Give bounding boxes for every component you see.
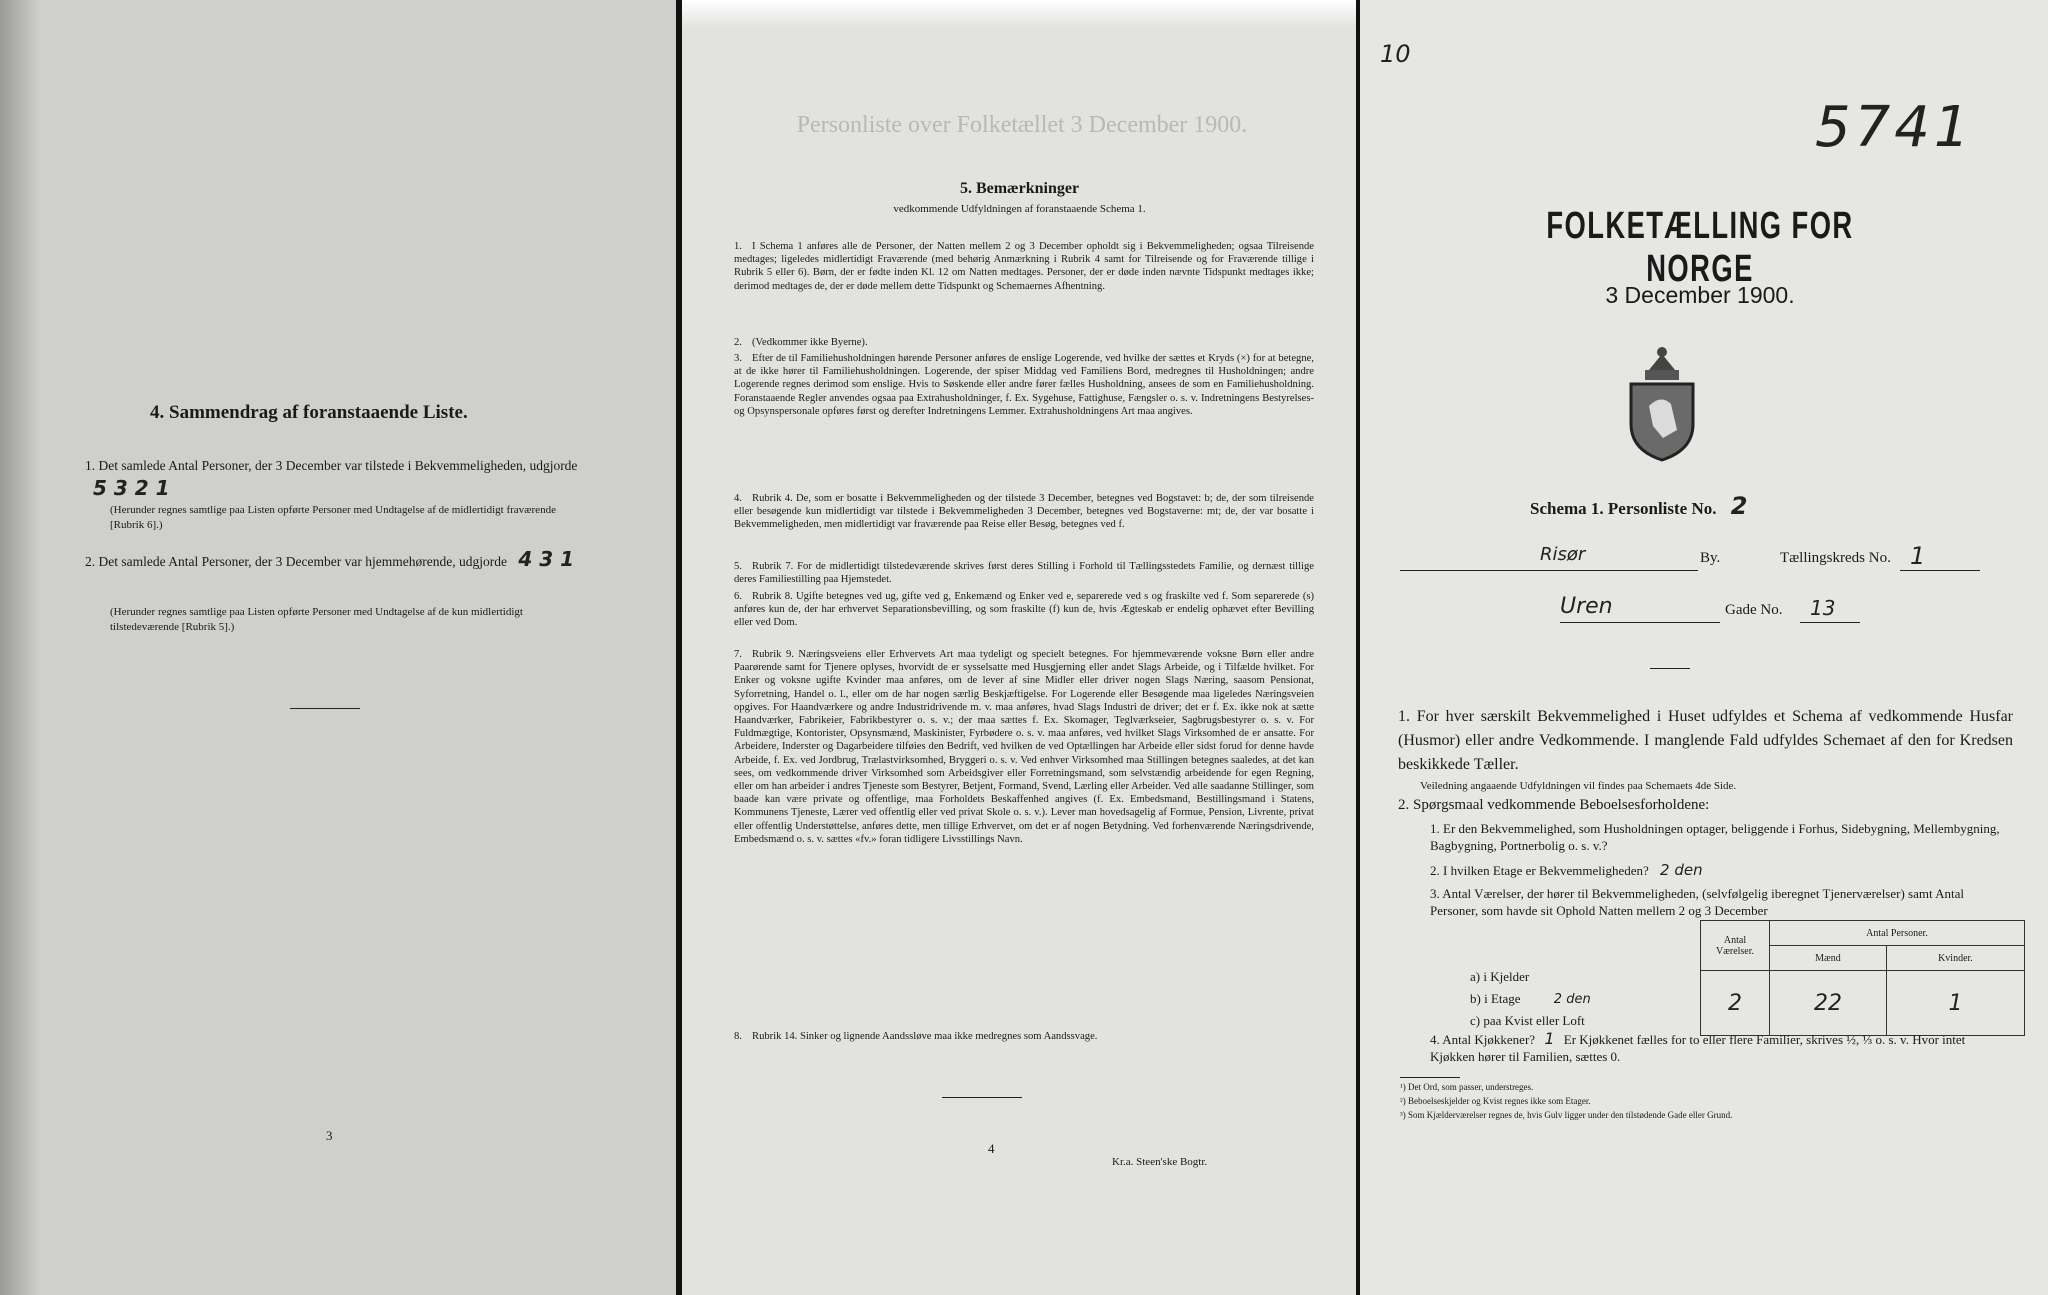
street-label: Gade No.: [1725, 602, 1783, 618]
footnote-2: ²) Beboelseskjelder og Kvist regnes ikke som Etager.: [1400, 1096, 1591, 1106]
header-persons: Antal Personer.: [1770, 921, 2025, 946]
street-number: 13: [1810, 596, 1836, 620]
row-c-label: c) paa Kvist eller Loft: [1470, 1013, 1585, 1028]
question-2: [1430, 862, 2010, 879]
district-label: Tællingskreds No.: [1780, 550, 1891, 566]
header-women: Kvinder.: [1886, 946, 2024, 971]
remarks-heading: 5. Bemærkninger: [959, 180, 1080, 197]
rooms-value: 2: [1701, 971, 1770, 1036]
right-page: [1360, 0, 2048, 1295]
question-4: [1430, 1030, 2010, 1065]
summary-item-1-text: 1. Det samlede Antal Personer, der 3 December var tilstede i Bekvemmeligheden, udgjorde: [85, 458, 578, 473]
remark-6: 6. Rubrik 8. Ugifte betegnes ved ug, gifte ved g, Enkemænd og Enker ved e, separerede ved s og fraskilte ved f. Som separerede (s) anføres kun de, der har erhvervet Separationsbevilling, og som fraskilte (f) kun de, hvis Ægteskab er endelig ophævet efter Bevilling eller ved Dom.: [734, 591, 1314, 629]
underline: [1900, 570, 1980, 571]
bleed-header: Personliste over Folketællet 3 December 1900.: [796, 112, 1248, 138]
summary-item-1-value: 5 3 2 1: [93, 476, 170, 500]
district-number: 1: [1910, 542, 1926, 570]
town-value: Risør: [1540, 544, 1586, 565]
instruction-1-note: Veiledning angaaende Udfyldningen vil findes paa Schemaets 4de Side.: [1420, 780, 1737, 792]
rooms-table: [1700, 920, 2025, 1036]
summary-item-2-text: 2. Det samlede Antal Personer, der 3 December var hjemmehørende, udgjorde: [85, 554, 507, 569]
underline: [1560, 622, 1720, 623]
men-extra: 2: [1813, 990, 1828, 1016]
remark-4: 4. Rubrik 4. De, som er bosatte i Bekvemmeligheden og der tilstede 3 December, betegnes ved Bogstavet: b; de, der som tilreisende eller besøgende kun midlertidigt var tilstede i Bekvemmeligheden 3 December, betegnes ved Bogstaverne: mt; de, der var bosatte i Bekvemmeligheden, men midlertidigt var fraværende paa Reise eller Besøg, betegnes ved f.: [734, 493, 1314, 531]
town-line: [1400, 542, 2000, 574]
question-4-text: 4. Antal Kjøkkener?: [1430, 1032, 1536, 1047]
printer-mark: Kr.a. Steen'ske Bogtr.: [1112, 1156, 1208, 1168]
question-4-value: 1: [1544, 1029, 1555, 1048]
remark-1: 1. I Schema 1 anføres alle de Personer, der Natten mellem 2 og 3 December opholdt sig i Bekvemmeligheden; ogsaa Tilreisende medtages; ligeledes midlertidigt Fraværende (med behørig Anmærkning i Rubrik 4 samt for Tilreisende og for Fraværende tillige i Rubrik 5 eller 6). Børn, der er fødte inden Kl. 12 om Natten medtages. Personer, der er døde inden nævnte Tidspunkt medtages ikke; derimod medtages de, der er døde mellem dette Tidspunkt og Schemaernes Afhentning.: [734, 241, 1314, 292]
remark-2: 2. (Vedkommer ikke Byerne).: [734, 337, 868, 348]
summary-heading: 4. Sammendrag af foranstaaende Liste.: [150, 402, 468, 423]
page-number: 3: [326, 1128, 333, 1143]
question-2-value: 2 den: [1660, 861, 1703, 879]
footnote-rule: [1400, 1077, 1460, 1078]
underline: [1800, 622, 1860, 623]
form-date: 3 December 1900.: [1605, 282, 1795, 308]
footnote-3: ³) Som Kjælderværelser regnes de, hvis Gulv ligger under den tilstødende Gade eller Grund.: [1400, 1110, 1733, 1120]
paper-edge: [682, 0, 1357, 28]
row-a-label: a) i Kjelder: [1470, 969, 1530, 984]
town-label: By.: [1700, 550, 1721, 566]
header-rooms: Antal Værelser.: [1701, 921, 1770, 971]
corner-mark: 10: [1380, 40, 1411, 68]
instruction-2: 2. Spørgsmaal vedkommende Beboelsesforholdene:: [1398, 797, 1710, 813]
summary-item-1: [85, 455, 585, 502]
street-value: Uren: [1560, 594, 1613, 619]
question-2-text: 2. I hvilken Etage er Bekvemmeligheden?: [1430, 863, 1649, 878]
men-count: 2: [1827, 990, 1842, 1016]
instruction-1: 1. For hver særskilt Bekvemmelighed i Huset udfyldes et Schema af vedkommende Husfar (Husmor) eller andre Vedkommende. I manglende Fald udfyldes Schemaet af den for Kredsen beskikkede Tæller.: [1398, 708, 2013, 773]
remark-8: 8. Rubrik 14. Sinker og lignende Aandssløve maa ikke medregnes som Aandssvage.: [734, 1031, 1098, 1042]
coat-of-arms-icon: [1623, 342, 1701, 464]
row-b: [1470, 990, 1591, 1008]
summary-item-1-note: (Herunder regnes samtlige paa Listen opførte Personer med Undtagelse af de midlertidigt fraværende [Rubrik 6].): [110, 504, 556, 531]
street-line: [1560, 594, 2000, 626]
middle-page: [682, 0, 1357, 1295]
men-value: [1770, 971, 1887, 1036]
header-men: Mænd: [1770, 946, 1887, 971]
schema-number: 2: [1730, 492, 1748, 520]
summary-item-2: [85, 548, 585, 573]
row-b-value: 2 den: [1553, 992, 1591, 1007]
archive-number: 5741: [1815, 95, 1974, 160]
row-b-label: b) i Etage: [1470, 991, 1521, 1006]
women-value: 1: [1886, 971, 2024, 1036]
ornament-divider: [1650, 668, 1690, 669]
remarks-subheading: vedkommende Udfyldningen af foranstaaende Schema 1.: [893, 203, 1146, 215]
question-3: 3. Antal Værelser, der hører til Bekvemmeligheden, (selvfølgelig iberegnet Tjenerværelser) samt Antal Personer, som havde sit Ophold Natten mellem 2 og 3 December: [1430, 886, 1965, 918]
left-page: [0, 0, 678, 1295]
summary-item-2-value: 4 3 1: [518, 547, 574, 571]
divider: [942, 1097, 1022, 1098]
remark-5: 5. Rubrik 7. For de midlertidigt tilstedeværende skrives først deres Stilling i Forhold til Tællingsstedets Familie, og dernæst tillige deres Familiestilling paa Hjemstedet.: [734, 561, 1314, 586]
page-number: 4: [988, 1141, 995, 1156]
question-4-rest: Er Kjøkkenet fælles for to eller flere Familier, skrives ½, ⅓ o. s. v. Hvor intet Kjøkken hører til Familien, sættes 0.: [1430, 1032, 1966, 1064]
schema-line: [1530, 492, 1747, 520]
question-1: 1. Er den Bekvemmelighed, som Husholdningen optager, beliggende i Forhus, Sidebygning, Mellembygning, Bagbygning, Portnerbolig o. s. v.?: [1430, 821, 2000, 853]
remark-7: 7. Rubrik 9. Næringsveiens eller Erhvervets Art maa tydeligt og specielt betegnes. For hjemmeværende voksne Børn eller andre Paarørende samt for Tjenere oplyses, hvorvidt de er sysselsatte med Husgjerning eller andet Slags Arbeide, og i Tilfælde hvilket. For Enker og voksne ugifte Kvinder maa anføres, om de lever af sine Midler eller driver nogen Slags Næring, saasom Pensionat, Syforretning, Handel o. l., eller om de har nogen særlig Beskjæftigelse. For Logerende eller Besøgende maa ligeledes Næringsveien opgives. For Haandværkere og andre Industridrivende m. v. maa anføres, hvad Slags Industri de driver; det er f. Ex. ikke nok at sætte Haandværker, Fabrikeier, Fabrikbestyrer o. s. v.; der maa sættes f. Ex. Skomager, Teglværkseier, Sagbrugsbestyrer o. s. v. For Fuldmægtige, Kontorister, Opsynsmænd, Maskinister, Fyrbødere o. s. v. maa anføres, ved hvilket Slags Virksomhed de er ansatte. For Arbeidere, Inderster og Dagarbeidere tilføies den Bedrift, ved hvilken de ved Optællingen har Arbeide eller sidst forud for denne havde Arbeide, f. Ex. ved Jordbrug, Trælastvirksomhed, Bryggeri o. s. v. Ved enhver Virksomhed maa Stillingen betegnes saaledes, at det kan sees, om vedkommende driver Virksomhed som Arbeidsgiver eller Forretningsmand, som selvstændig arbeidende for egen Regning, eller om han arbeider i andres Tjeneste som Bestyrer, Betjent, Formand, Svend, Lærling eller Arbeider. Ved alle saadanne Stillinger, som baade kan være private og offentlige, maa Forholdets Beskaffenhed angives (f. Ex. Embedsmand, Bestillingsmand i Statens, Kommunens Tjeneste, Lærer ved offentlig eller ved privat Skole o. s. v.). Lever man hovedsagelig af Formue, Pension, Livrente, privat eller offentlig Understøttelse, anføres dette, men tillige Erhvervet, om det er af nogen Betydning. Ved forhenværende Næringsdrivende, Embedsmænd o. s. v. sættes «fv.» foran tidligere Livsstillings Navn.: [734, 649, 1314, 845]
form-title: FOLKETÆLLING FOR NORGE: [1546, 205, 1854, 290]
schema-label: Schema 1. Personliste No.: [1530, 499, 1717, 518]
divider: [290, 708, 360, 709]
underline: [1400, 570, 1698, 571]
remark-3: 3. Efter de til Familiehusholdningen hørende Personer anføres de enslige Logerende, ved hvilke der sættes et Kryds (×) for at betegne, at de ikke hører til Familiehusholdningen. Logerende, der spiser Middag ved Familiens Bord, medregnes til Husholdningen; andre Logerende regnes derimod som enslige. Hvis to Søskende eller andre fører fælles Husholdning, ansees de som en Familiehusholdning. Foranstaaende Regler anvendes ogsaa paa Extrahusholdninger, f. Ex. Sygehuse, Fattighuse, Fængsler o. s. v. Indretningens Bestyrelses- og Opsynspersonale opføres først og derefter Indretningens Lemmer. Extrahusholdningens Art maa angives.: [734, 353, 1314, 417]
footnote-1: ¹) Det Ord, som passer, understreges.: [1400, 1082, 1534, 1092]
summary-item-2-note: (Herunder regnes samtlige paa Listen opførte Personer med Undtagelse af de kun midlertidigt tilstedeværende [Rubrik 5].): [110, 606, 523, 633]
